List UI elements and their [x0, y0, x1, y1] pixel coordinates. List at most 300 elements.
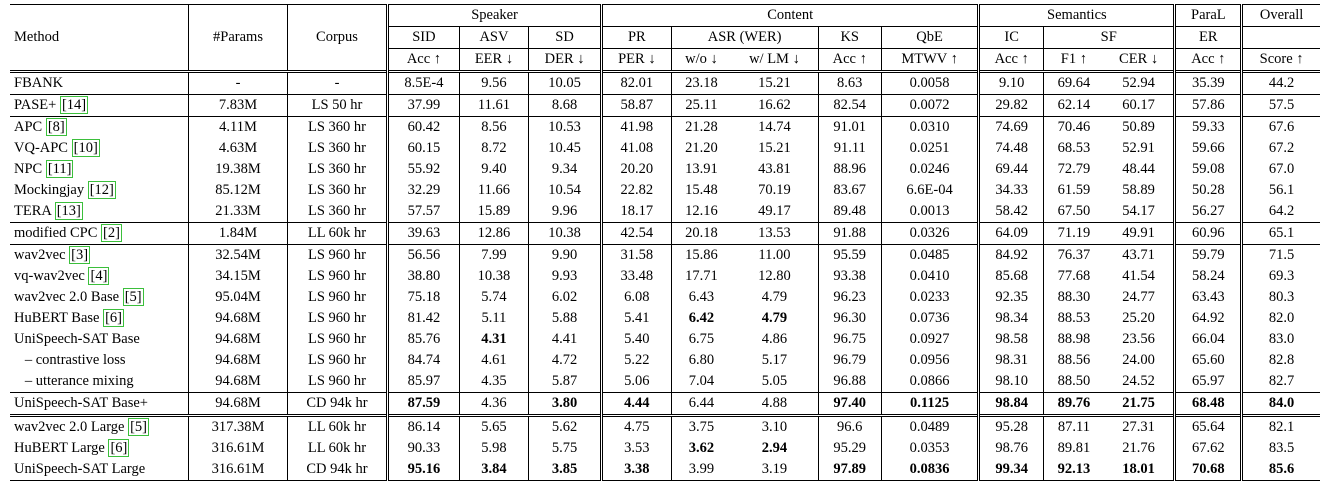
method-cell — [10, 438, 189, 459]
value-cell: 96.23 — [818, 287, 881, 308]
value-cell: 8.5E-4 — [388, 72, 460, 95]
method-name: FBANK — [14, 75, 64, 92]
value-cell: 21.75 — [1122, 395, 1155, 412]
value-cell: 0.0058 — [881, 72, 978, 95]
value-cell: 13.53 — [758, 225, 791, 242]
value-cell: 15.21 — [758, 75, 791, 92]
value-cell: 74.48 — [979, 138, 1044, 159]
value-cell: 65.1 — [1242, 223, 1320, 245]
value-cell: 43.71 — [1122, 247, 1155, 264]
value-cell: 7.99 — [459, 245, 528, 267]
value-cell: 49.17 — [758, 203, 791, 220]
value-cell: 59.66 — [1175, 138, 1242, 159]
table-row — [10, 416, 1320, 439]
value-cell: 80.3 — [1242, 287, 1320, 308]
method-cell — [10, 180, 189, 201]
citation-link[interactable]: [10] — [73, 140, 98, 157]
method-name: modified CPC — [14, 225, 102, 242]
metric-header: Acc ↑ — [388, 49, 460, 72]
value-cell: 62.14 — [1044, 95, 1104, 117]
value-cell: 97.40 — [818, 393, 881, 416]
corpus-cell: - — [288, 72, 388, 95]
value-cell: 82.8 — [1242, 350, 1320, 371]
value-cell: 9.40 — [459, 159, 528, 180]
value-cell: 25.20 — [1122, 310, 1155, 327]
corpus-cell: LL 60k hr — [288, 223, 388, 245]
value-cell: 6.44 — [671, 393, 731, 416]
metric-header: Acc ↑ — [1175, 49, 1242, 72]
corpus-cell: LS 960 hr — [288, 350, 388, 371]
value-cell: 99.34 — [979, 459, 1044, 481]
value-cell: 17.71 — [671, 266, 731, 287]
value-cell: 52.91 — [1122, 140, 1155, 157]
value-cell: 64.2 — [1242, 201, 1320, 223]
value-cell: 5.05 — [761, 373, 788, 390]
metric-header: F1 ↑ — [1044, 49, 1104, 72]
value-cell: 50.89 — [1122, 119, 1155, 136]
params-cell: 4.11M — [189, 117, 288, 139]
value-cell: 95.28 — [979, 416, 1044, 439]
value-cell: 41.98 — [602, 117, 672, 139]
corpus-cell: LS 360 hr — [288, 180, 388, 201]
table-row — [10, 138, 1320, 159]
task-header-empty — [1242, 27, 1320, 49]
value-cell: 96.79 — [818, 350, 881, 371]
value-cell: 6.80 — [671, 350, 731, 371]
value-cell: 0.0866 — [881, 371, 978, 393]
value-cell: 23.18 — [671, 72, 731, 95]
value-cell: 69.64 — [1044, 72, 1104, 95]
method-cell — [10, 201, 189, 223]
value-cell: 11.00 — [758, 247, 791, 264]
value-cell: 88.53 — [1044, 308, 1104, 329]
citation-link[interactable]: [14] — [61, 97, 87, 114]
value-cell: 14.74 — [758, 119, 791, 136]
value-cell: 56.27 — [1175, 201, 1242, 223]
value-cell: 98.76 — [979, 438, 1044, 459]
value-cell: 20.18 — [671, 223, 731, 245]
value-cell: 59.08 — [1175, 159, 1242, 180]
value-cell: 8.63 — [818, 72, 881, 95]
value-cell: 8.56 — [459, 117, 528, 139]
method-name: APC — [14, 119, 46, 136]
metric-header: MTWV ↑ — [881, 49, 978, 72]
value-cell: 49.91 — [1122, 225, 1155, 242]
value-cell: 5.88 — [529, 308, 602, 329]
value-cell: 65.60 — [1175, 350, 1242, 371]
value-cell: 69.44 — [979, 159, 1044, 180]
value-cell: 82.1 — [1242, 416, 1320, 439]
value-cell: 29.82 — [979, 95, 1044, 117]
value-cell: 88.50 — [1044, 371, 1104, 393]
method-name: PASE+ — [14, 97, 60, 114]
params-cell: 34.15M — [189, 266, 288, 287]
value-cell: 38.80 — [388, 266, 460, 287]
method-cell — [10, 223, 189, 245]
value-cell: 69.3 — [1242, 266, 1320, 287]
method-cell — [10, 72, 189, 95]
value-cell: 4.44 — [602, 393, 672, 416]
value-cell: 6.42 — [671, 308, 731, 329]
value-cell: 5.22 — [602, 350, 672, 371]
value-cell: 97.89 — [818, 459, 881, 481]
method-cell — [10, 459, 189, 481]
value-cell: 11.66 — [459, 180, 528, 201]
corpus-cell: LS 360 hr — [288, 201, 388, 223]
results-table — [10, 4, 1320, 481]
value-cell: 48.44 — [1122, 161, 1155, 178]
semantics-group-header: Semantics — [979, 5, 1175, 27]
task-header: SD — [529, 27, 602, 49]
value-cell: 0.0251 — [881, 138, 978, 159]
table-row — [10, 393, 1320, 416]
value-cell: 9.96 — [529, 201, 602, 223]
value-cell: 58.24 — [1175, 266, 1242, 287]
value-cell: 0.0013 — [881, 201, 978, 223]
value-cell: 56.56 — [388, 245, 460, 267]
value-cell: 12.16 — [671, 201, 731, 223]
value-cell: 6.02 — [529, 287, 602, 308]
value-cell: 12.80 — [758, 268, 791, 285]
method-cell — [10, 371, 189, 393]
value-cell: 59.79 — [1175, 245, 1242, 267]
value-cell: 10.38 — [529, 223, 602, 245]
value-cell: 76.37 — [1044, 245, 1104, 267]
value-cell: 0.0836 — [881, 459, 978, 481]
citation-link[interactable]: [6] — [110, 440, 128, 457]
table-row — [10, 459, 1320, 481]
table-row — [10, 201, 1320, 223]
metric-header: CER ↓ — [1119, 51, 1159, 68]
value-cell: 10.54 — [529, 180, 602, 201]
value-cell: 77.68 — [1044, 266, 1104, 287]
value-cell: 98.58 — [979, 329, 1044, 350]
value-cell: 24.52 — [1122, 373, 1155, 390]
value-cell: 5.65 — [459, 416, 528, 439]
value-cell: 89.76 — [1044, 393, 1104, 416]
value-cell: 22.82 — [602, 180, 672, 201]
value-cell: 67.2 — [1242, 138, 1320, 159]
value-cell: 52.94 — [1122, 75, 1155, 92]
task-header: QbE — [881, 27, 978, 49]
corpus-cell: CD 94k hr — [288, 459, 388, 481]
value-cell: 87.11 — [1044, 416, 1104, 439]
metric-header: EER ↓ — [459, 49, 528, 72]
overall-group-header: Overall — [1242, 5, 1320, 27]
citation-link[interactable]: [5] — [124, 289, 142, 306]
value-cell: 21.28 — [671, 117, 731, 139]
params-cell: 317.38M — [189, 416, 288, 439]
value-cell: 9.90 — [529, 245, 602, 267]
value-cell: 3.62 — [671, 438, 731, 459]
value-cell: 82.54 — [818, 95, 881, 117]
content-group-header: Content — [602, 5, 979, 27]
value-cell: 9.34 — [529, 159, 602, 180]
value-cell: 2.94 — [761, 440, 788, 457]
task-header: ASV — [459, 27, 528, 49]
value-cell: 64.09 — [979, 223, 1044, 245]
speaker-group-header: Speaker — [388, 5, 602, 27]
value-cell: 55.92 — [388, 159, 460, 180]
value-cell: 5.74 — [459, 287, 528, 308]
value-cell: 21.20 — [671, 138, 731, 159]
value-cell: 0.0310 — [881, 117, 978, 139]
value-cell: 81.42 — [388, 308, 460, 329]
value-cell: 16.62 — [758, 97, 791, 114]
value-cell: 91.01 — [818, 117, 881, 139]
value-cell: 61.59 — [1044, 180, 1104, 201]
table-row — [10, 117, 1320, 139]
value-cell: 39.63 — [388, 223, 460, 245]
method-cell — [10, 350, 189, 371]
value-cell: 93.38 — [818, 266, 881, 287]
value-cell: 5.11 — [459, 308, 528, 329]
value-cell: 6.75 — [671, 329, 731, 350]
value-cell: 4.31 — [459, 329, 528, 350]
value-cell: 0.0072 — [881, 95, 978, 117]
value-cell: 87.59 — [388, 393, 460, 416]
table-row — [10, 287, 1320, 308]
value-cell: 3.75 — [671, 416, 731, 439]
table-row — [10, 329, 1320, 350]
value-cell: 10.53 — [529, 117, 602, 139]
value-cell: 6.6E-04 — [881, 180, 978, 201]
value-cell: 5.98 — [459, 438, 528, 459]
table-row — [10, 438, 1320, 459]
value-cell: 64.92 — [1175, 308, 1242, 329]
value-cell: 83.0 — [1242, 329, 1320, 350]
corpus-cell: CD 94k hr — [288, 393, 388, 416]
corpus-cell: LS 960 hr — [288, 287, 388, 308]
citation-link[interactable]: [3] — [71, 247, 89, 264]
params-cell: 94.68M — [189, 308, 288, 329]
value-cell: 75.18 — [388, 287, 460, 308]
method-cell — [10, 266, 189, 287]
value-cell: 96.88 — [818, 371, 881, 393]
table-row — [10, 72, 1320, 95]
value-cell: 88.30 — [1044, 287, 1104, 308]
value-cell: 84.92 — [979, 245, 1044, 267]
value-cell: 11.61 — [459, 95, 528, 117]
metric-header: Score ↑ — [1242, 49, 1320, 72]
value-cell: 41.08 — [602, 138, 672, 159]
value-cell: 0.0326 — [881, 223, 978, 245]
value-cell: 71.19 — [1044, 223, 1104, 245]
params-cell: 21.33M — [189, 201, 288, 223]
value-cell: 0.0233 — [881, 287, 978, 308]
value-cell: 3.80 — [529, 393, 602, 416]
value-cell: 56.1 — [1242, 180, 1320, 201]
params-cell: 94.68M — [189, 329, 288, 350]
value-cell: 67.62 — [1175, 438, 1242, 459]
value-cell: 85.97 — [388, 371, 460, 393]
method-cell — [10, 245, 189, 267]
value-cell: 3.85 — [529, 459, 602, 481]
metric-header: Acc ↑ — [818, 49, 881, 72]
value-cell: 3.99 — [671, 459, 731, 481]
value-cell: 98.84 — [979, 393, 1044, 416]
value-cell: 74.69 — [979, 117, 1044, 139]
value-cell: 10.38 — [459, 266, 528, 287]
value-cell: 92.13 — [1044, 459, 1104, 481]
value-cell: 50.28 — [1175, 180, 1242, 201]
table-row — [10, 159, 1320, 180]
task-header: ASR (WER) — [671, 27, 818, 49]
value-cell: 10.05 — [529, 72, 602, 95]
value-cell: 57.86 — [1175, 95, 1242, 117]
value-cell: 68.53 — [1044, 138, 1104, 159]
citation-link[interactable]: [12] — [89, 182, 114, 199]
value-cell: 8.72 — [459, 138, 528, 159]
citation-link[interactable]: [13] — [56, 203, 81, 220]
value-cell: 88.96 — [818, 159, 881, 180]
params-cell: 316.61M — [189, 438, 288, 459]
value-cell: 18.01 — [1122, 461, 1155, 478]
value-cell: 3.19 — [761, 461, 788, 478]
method-name: TERA — [14, 203, 55, 220]
value-cell: 85.76 — [388, 329, 460, 350]
value-cell: 4.41 — [529, 329, 602, 350]
corpus-cell: LL 60k hr — [288, 416, 388, 439]
value-cell: 4.35 — [459, 371, 528, 393]
value-cell: 15.86 — [671, 245, 731, 267]
corpus-cell: LS 50 hr — [288, 95, 388, 117]
value-cell: 44.2 — [1242, 72, 1320, 95]
value-cell: 70.46 — [1044, 117, 1104, 139]
value-cell: 0.0956 — [881, 350, 978, 371]
value-cell: 83.67 — [818, 180, 881, 201]
method-cell — [10, 393, 189, 416]
value-cell: 63.43 — [1175, 287, 1242, 308]
method-name: wav2vec 2.0 Base — [14, 289, 123, 306]
method-name: HuBERT Base — [14, 310, 104, 327]
method-name: UniSpeech-SAT Base — [14, 331, 140, 348]
value-cell: 54.17 — [1122, 203, 1155, 220]
task-header: SF — [1044, 27, 1175, 49]
value-cell: 9.93 — [529, 266, 602, 287]
value-cell: 91.88 — [818, 223, 881, 245]
citation-link[interactable]: [6] — [105, 310, 123, 327]
value-cell: 43.81 — [758, 161, 791, 178]
value-cell: 0.0927 — [881, 329, 978, 350]
citation-link[interactable]: [5] — [130, 419, 147, 436]
method-name: UniSpeech-SAT Large — [14, 461, 146, 478]
value-cell: 82.0 — [1242, 308, 1320, 329]
corpus-cell: LS 960 hr — [288, 329, 388, 350]
method-name: – utterance mixing — [14, 373, 134, 390]
method-cell — [10, 329, 189, 350]
params-cell: 1.84M — [189, 223, 288, 245]
citation-link[interactable]: [2] — [103, 225, 120, 242]
table-row — [10, 245, 1320, 267]
value-cell: 84.0 — [1242, 393, 1320, 416]
value-cell: 71.5 — [1242, 245, 1320, 267]
value-cell: 85.6 — [1242, 459, 1320, 481]
params-cell: 94.68M — [189, 393, 288, 416]
params-cell: 7.83M — [189, 95, 288, 117]
value-cell: 3.10 — [761, 419, 788, 436]
value-cell: 88.98 — [1044, 329, 1104, 350]
method-cell — [10, 117, 189, 139]
value-cell: 96.75 — [818, 329, 881, 350]
params-cell: - — [189, 72, 288, 95]
value-cell: 41.54 — [1122, 268, 1155, 285]
paral-group-header: ParaL — [1175, 5, 1242, 27]
value-cell: 15.48 — [671, 180, 731, 201]
value-cell: 90.33 — [388, 438, 460, 459]
method-name: – contrastive loss — [14, 352, 126, 369]
value-cell: 88.56 — [1044, 350, 1104, 371]
value-cell: 4.75 — [602, 416, 672, 439]
value-cell: 84.74 — [388, 350, 460, 371]
value-cell: 27.31 — [1122, 419, 1155, 436]
value-cell: 0.0485 — [881, 245, 978, 267]
task-header: ER — [1175, 27, 1242, 49]
value-cell: 0.0736 — [881, 308, 978, 329]
value-cell: 5.75 — [529, 438, 602, 459]
value-cell: 5.87 — [529, 371, 602, 393]
value-cell: 85.68 — [979, 266, 1044, 287]
corpus-cell: LS 360 hr — [288, 117, 388, 139]
value-cell: 60.17 — [1122, 97, 1155, 114]
params-cell: 85.12M — [189, 180, 288, 201]
value-cell: 34.33 — [979, 180, 1044, 201]
value-cell: 32.29 — [388, 180, 460, 201]
table-row — [10, 223, 1320, 245]
value-cell: 25.11 — [671, 95, 731, 117]
value-cell: 67.6 — [1242, 117, 1320, 139]
value-cell: 70.19 — [758, 182, 791, 199]
value-cell: 5.06 — [602, 371, 672, 393]
metric-header: DER ↓ — [529, 49, 602, 72]
value-cell: 15.89 — [459, 201, 528, 223]
value-cell: 82.7 — [1242, 371, 1320, 393]
corpus-cell: LS 960 hr — [288, 245, 388, 267]
value-cell: 20.20 — [602, 159, 672, 180]
task-header: IC — [979, 27, 1044, 49]
citation-link[interactable]: [4] — [90, 268, 108, 285]
method-name: Mockingjay — [14, 182, 88, 199]
table-row — [10, 266, 1320, 287]
value-cell: 18.17 — [602, 201, 672, 223]
citation-link[interactable]: [11] — [47, 161, 72, 178]
value-cell: 23.56 — [1122, 331, 1155, 348]
params-cell: 32.54M — [189, 245, 288, 267]
method-name: wav2vec 2.0 Large — [14, 419, 129, 436]
value-cell: 24.77 — [1122, 289, 1155, 306]
metric-header: PER ↓ — [602, 49, 672, 72]
value-cell: 0.0353 — [881, 438, 978, 459]
table-row — [10, 308, 1320, 329]
value-cell: 60.15 — [388, 138, 460, 159]
value-cell: 86.14 — [388, 416, 460, 439]
method-name: VQ-APC — [14, 140, 72, 157]
method-name: NPC — [14, 161, 46, 178]
value-cell: 5.62 — [529, 416, 602, 439]
value-cell: 4.88 — [761, 395, 788, 412]
value-cell: 3.84 — [459, 459, 528, 481]
value-cell: 6.43 — [671, 287, 731, 308]
params-cell: 4.63M — [189, 138, 288, 159]
value-cell: 4.86 — [761, 331, 788, 348]
value-cell: 0.0489 — [881, 416, 978, 439]
value-cell: 35.39 — [1175, 72, 1242, 95]
metric-header: w/ LM ↓ — [749, 51, 800, 68]
citation-link[interactable]: [8] — [47, 119, 65, 136]
value-cell: 37.99 — [388, 95, 460, 117]
value-cell: 67.50 — [1044, 201, 1104, 223]
value-cell: 95.29 — [818, 438, 881, 459]
